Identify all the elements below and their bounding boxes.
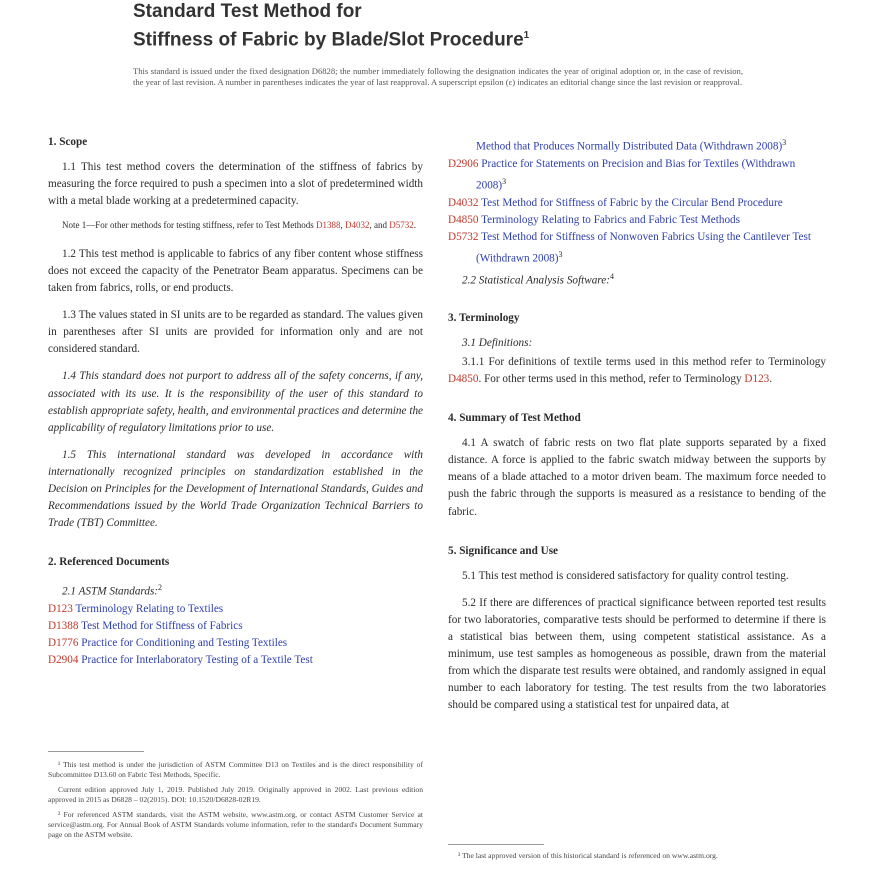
para-1-1: 1.1 This test method covers the determination of the stiffness of fabrics by measuring the force required to push a specimen into a slot of predetermined width with a metal blade working at a predetermined capacity. [48, 161, 423, 208]
footnotes-left [48, 760, 423, 845]
reference-title[interactable]: Practice for Interlaboratory Testing of a Textile Test [78, 654, 313, 667]
footnote-rule [48, 751, 144, 752]
para-2-2 [448, 268, 826, 290]
reference-title[interactable]: Practice for Conditioning and Testing Textiles [78, 637, 288, 650]
document-title [133, 0, 529, 52]
title-line-2 [133, 24, 529, 52]
para-5-1: 5.1 This test method is considered satisfactory for quality control testing. [462, 569, 789, 582]
footnote-3: ³ The last approved version of this historical standard is referenced on www.astm.org. [458, 851, 718, 860]
note-1 [48, 220, 423, 232]
note-1-sep2: , and [369, 220, 390, 231]
reference-item [48, 618, 423, 635]
para-3-1: 3.1 Definitions: [462, 336, 533, 349]
link-D123[interactable]: D123 [744, 372, 770, 385]
footnote-rule [448, 844, 544, 845]
para-2-1-footnote-mark: 2 [158, 583, 163, 593]
link-D1776[interactable]: D1776 [48, 637, 79, 650]
reference-title[interactable]: Terminology Relating to Fabrics and Fabric Test Methods [478, 213, 740, 226]
para-2-2-footnote-mark: 4 [609, 271, 614, 281]
para-2-1 [48, 579, 423, 601]
para-3-1-1-text: 3.1.1 For definitions of textile terms used in this method refer to Terminology [462, 355, 826, 368]
footnote-1: ¹ This test method is under the jurisdiction of ASTM Committee D13 on Textiles and is the direct responsibility of Subcommittee D13.60 on Fabric Test Methods, Specific. [48, 760, 423, 779]
para-1-5: 1.5 This international standard was developed in accordance with internationally recognized principles on standardization established in the Decision on Principles for the Development of International Standards, Guides and Recommendations issued by the World Trade Organization Technical Barriers to Trade (TBT) Committee. [48, 448, 423, 530]
link-D1388[interactable]: D1388 [316, 220, 341, 231]
para-1-4: 1.4 This standard does not purport to address all of the safety concerns, if any, associated with its use. It is the responsibility of the user of this standard to establish appropriate safety, health, and environmental practices and determine the applicability of regulatory limitations prior to use. [48, 370, 423, 434]
link-D4850[interactable]: D4850 [448, 213, 479, 226]
link-D4850[interactable]: D4850 [448, 372, 479, 385]
reference-item [448, 195, 826, 212]
link-D1388[interactable]: D1388 [48, 620, 79, 633]
reference-footnote-mark: 3 [782, 138, 787, 147]
reference-title[interactable]: Practice for Statements on Precision and Bias for Textiles (Withdrawn 2008) [476, 157, 796, 192]
note-1-sep1: , [340, 220, 345, 231]
link-D4032[interactable]: D4032 [345, 220, 370, 231]
reference-footnote-mark: 3 [502, 176, 507, 186]
reference-item [48, 652, 423, 669]
reference-title[interactable]: Test Method for Stiffness of Fabrics [78, 620, 243, 633]
designation-notice: This standard is issued under the fixed designation D6828; the number immediately following the designation indicates the year of original adoption or, in the case of revision, the year of last revision. A number in parentheses indicates the year of last reapproval. A superscript epsilon (ε) indicates an editorial change since the last revision or reapproval. [133, 66, 743, 87]
note-1-end: . [413, 220, 416, 231]
para-4-1: 4.1 A swatch of fabric rests on two flat plate supports separated by a fixed distance. A force is applied to the fabric swatch midway between the supports by means of a blade attached to a motor driven beam. The maximum force needed to push the fabric through the supports is measured as a resistance to bending of the fabric. [448, 437, 826, 518]
title-footnote-mark: 1 [523, 30, 530, 41]
para-5-2: 5.2 If there are differences of practical significance between reported test results for two laboratories, comparative tests should be performed to determine if there is a statistical bias between them, using competent statistical assistance. As a minimum, use test samples as homogeneous as possible, drawn from the material from which the disparate test results were obtained, and randomly assigned in equal number to each laboratory for testing. The test results from the two laboratories should be compared using a statistical test for unpaired data, at [448, 596, 826, 712]
reference-continuation [448, 134, 826, 156]
para-3-1-1-mid: . For other terms used in this method, refer to Terminology [478, 372, 745, 385]
link-D5732[interactable]: D5732 [448, 230, 479, 243]
section-heading-referenced-documents: 2. Referenced Documents [48, 556, 170, 569]
para-3-1-1 [448, 354, 826, 388]
footnote-edition: Current edition approved July 1, 2019. Published July 2019. Originally approved in 2002. Last previous edition approved in 2015 as D6828 – 02(2015). DOI: 10.1520/D6828-02R19. [48, 785, 423, 804]
reference-item [448, 229, 826, 268]
reference-item [48, 601, 423, 618]
link-D4032[interactable]: D4032 [448, 196, 479, 209]
para-2-1-text: 2.1 ASTM Standards: [62, 586, 159, 599]
para-2-2-text: 2.2 Statistical Analysis Software: [462, 274, 610, 287]
section-heading-terminology: 3. Terminology [448, 311, 520, 324]
section-heading-significance: 5. Significance and Use [448, 544, 559, 557]
reference-item [48, 635, 423, 652]
reference-item [448, 156, 826, 195]
link-D5732[interactable]: D5732 [389, 220, 414, 231]
reference-title[interactable]: Terminology Relating to Textiles [72, 603, 224, 616]
title-line-1: Standard Test Method for [133, 1, 362, 22]
link-D123[interactable]: D123 [48, 603, 73, 616]
reference-title[interactable]: Method that Produces Normally Distributed Data (Withdrawn 2008) [476, 140, 783, 153]
right-column [448, 134, 826, 724]
link-D2904[interactable]: D2904 [48, 654, 79, 667]
left-column [48, 134, 423, 670]
footnote-2: ² For referenced ASTM standards, visit the ASTM website, www.astm.org, or contact ASTM Customer Service at service@astm.org. For Annual Book of ASTM Standards volume information, refer to the standard's Document Summary page on the ASTM website. [48, 810, 423, 839]
section-heading-summary: 4. Summary of Test Method [448, 412, 581, 425]
reference-title[interactable]: Test Method for Stiffness of Fabric by the Circular Bend Procedure [478, 196, 783, 209]
reference-title[interactable]: Test Method for Stiffness of Nonwoven Fabrics Using the Cantilever Test (Withdrawn 2008) [476, 230, 811, 265]
para-1-3: 1.3 The values stated in SI units are to be regarded as standard. The values given in parentheses after SI units are provided for information only and are not considered standard. [48, 309, 423, 356]
reference-item [448, 212, 826, 229]
para-3-1-1-end: . [769, 372, 773, 385]
section-heading-scope: 1. Scope [48, 136, 88, 148]
reference-footnote-mark: 3 [558, 250, 563, 260]
note-1-text: Note 1—For other methods for testing stiffness, refer to Test Methods [62, 220, 314, 231]
title-line-2-text: Stiffness of Fabric by Blade/Slot Procedure [133, 29, 524, 51]
link-D2906[interactable]: D2906 [448, 157, 479, 170]
para-1-2: 1.2 This test method is applicable to fabrics of any fiber content whose stiffness does not exceed the capacity of the Penetrator Beam apparatus. Specimens can be taken from fabrics, rolls, or end products. [48, 247, 423, 295]
